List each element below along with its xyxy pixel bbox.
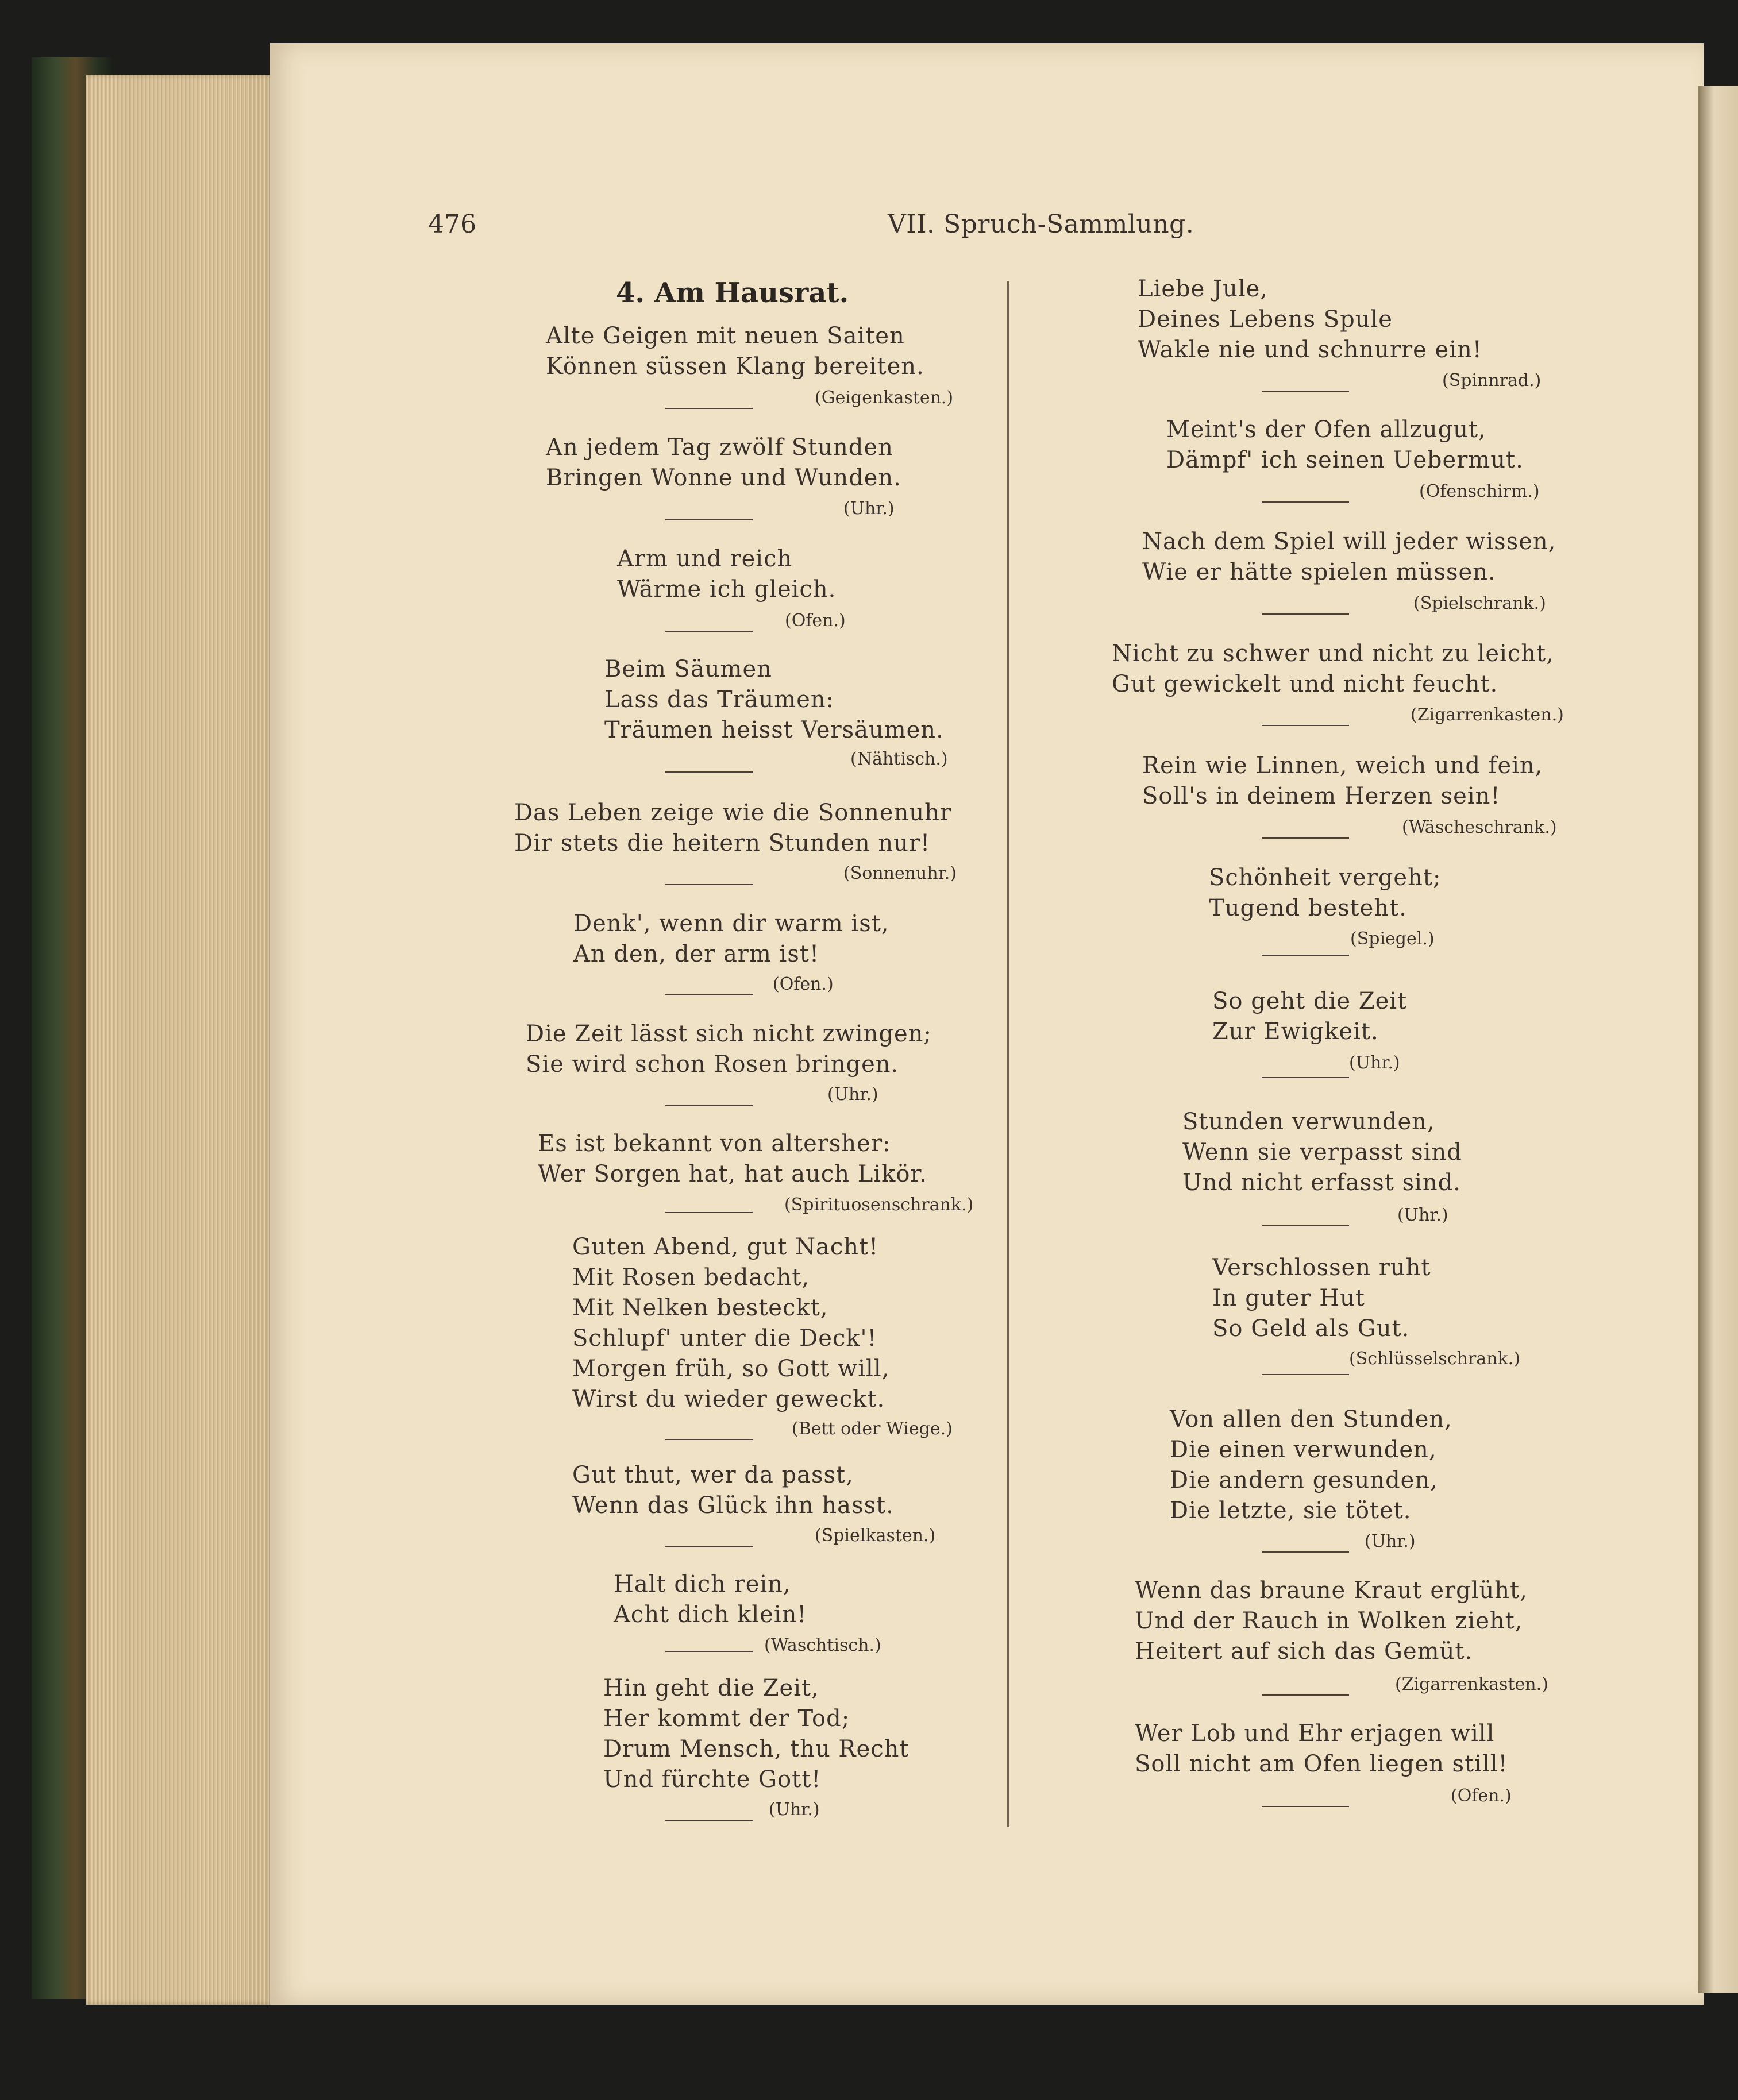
left-verse-line: Alte Geigen mit neuen Saiten <box>546 323 905 349</box>
right-verse-line: Soll nicht am Ofen liegen still! <box>1135 1751 1508 1777</box>
right-verse-line: Heitert auf sich das Gemüt. <box>1135 1638 1473 1665</box>
left-answer-rule <box>665 1212 753 1213</box>
left-verse-line: Die Zeit lässt sich nicht zwingen; <box>526 1021 932 1047</box>
right-answer-rule <box>1262 725 1349 726</box>
left-verse-line: Das Leben zeige wie die Sonnenuhr <box>514 800 951 826</box>
book-page <box>270 43 1704 2005</box>
section-title: 4. Am Hausrat. <box>616 277 849 309</box>
right-answer-rule <box>1262 1077 1349 1078</box>
left-verse-line: Denk', wenn dir warm ist, <box>573 910 889 937</box>
right-answer: (Uhr.) <box>1349 1053 1400 1073</box>
left-verse-line: Wenn das Glück ihn hasst. <box>572 1492 894 1519</box>
left-verse-line: Sie wird schon Rosen bringen. <box>526 1051 899 1078</box>
right-verse-line: Gut gewickelt und nicht feucht. <box>1112 671 1498 697</box>
left-verse-line: Her kommt der Tod; <box>603 1705 850 1732</box>
right-verse-line: So Geld als Gut. <box>1212 1315 1410 1342</box>
left-verse-line: Schlupf' unter die Deck'! <box>572 1325 877 1352</box>
left-verse-line: Gut thut, wer da passt, <box>572 1462 854 1488</box>
right-answer: (Spinnrad.) <box>1442 370 1542 391</box>
left-verse-line: Können süssen Klang bereiten. <box>546 353 924 380</box>
right-answer-rule <box>1262 955 1349 956</box>
right-verse-line: Wer Lob und Ehr erjagen will <box>1135 1720 1495 1747</box>
right-verse-line: Von allen den Stunden, <box>1170 1406 1452 1433</box>
left-answer-rule <box>665 1105 753 1106</box>
left-verse-line: Drum Mensch, thu Recht <box>603 1736 910 1762</box>
right-verse-line: In guter Hut <box>1212 1285 1365 1311</box>
left-verse-line: Hin geht die Zeit, <box>603 1675 819 1701</box>
left-verse-line: An den, der arm ist! <box>573 941 820 967</box>
right-verse-line: Wakle nie und schnurre ein! <box>1138 337 1482 363</box>
left-verse-line: An jedem Tag zwölf Stunden <box>546 434 893 461</box>
left-answer: (Waschtisch.) <box>764 1635 881 1655</box>
right-answer: (Wäscheschrank.) <box>1402 817 1557 837</box>
right-answer-rule <box>1262 1374 1349 1375</box>
left-verse-line: Morgen früh, so Gott will, <box>572 1356 890 1382</box>
left-answer-rule <box>665 994 753 995</box>
left-answer: (Sonnenuhr.) <box>843 863 957 883</box>
page-number: 476 <box>428 210 476 239</box>
right-verse-line: Wie er hätte spielen müssen. <box>1142 559 1496 585</box>
right-answer-rule <box>1262 501 1349 503</box>
right-verse-line: Meint's der Ofen allzugut, <box>1166 416 1486 443</box>
left-verse-line: Es ist bekannt von altersher: <box>538 1130 891 1157</box>
right-verse-line: So geht die Zeit <box>1212 988 1408 1014</box>
facing-page-edge <box>1698 86 1738 1993</box>
right-answer-rule <box>1262 1225 1349 1226</box>
right-answer-rule <box>1262 1806 1349 1807</box>
right-answer-rule <box>1262 1551 1349 1553</box>
right-verse-line: Verschlossen ruht <box>1212 1254 1431 1281</box>
right-answer: (Ofen.) <box>1451 1786 1512 1806</box>
right-verse-line: Zur Ewigkeit. <box>1212 1018 1379 1045</box>
right-answer: (Schlüsselschrank.) <box>1349 1349 1520 1369</box>
running-title: VII. Spruch-Sammlung. <box>888 210 1194 239</box>
left-verse-line: Mit Rosen bedacht, <box>572 1264 810 1291</box>
left-answer-rule <box>665 408 753 409</box>
right-verse-line: Liebe Jule, <box>1138 276 1268 302</box>
right-verse-line: Nicht zu schwer und nicht zu leicht, <box>1112 640 1554 667</box>
right-verse-line: Deines Lebens Spule <box>1138 306 1393 333</box>
right-verse-line: Die einen verwunden, <box>1170 1437 1437 1463</box>
right-verse-line: Nach dem Spiel will jeder wissen, <box>1142 528 1556 555</box>
column-divider <box>1007 281 1009 1827</box>
right-answer: (Zigarrenkasten.) <box>1395 1674 1548 1694</box>
left-answer: (Uhr.) <box>843 499 895 519</box>
left-verse-line: Wärme ich gleich. <box>617 576 837 603</box>
left-verse-line: Dir stets die heitern Stunden nur! <box>514 830 931 856</box>
right-verse-line: Rein wie Linnen, weich und fein, <box>1142 752 1543 779</box>
left-verse-line: Acht dich klein! <box>614 1601 807 1628</box>
left-answer-rule <box>665 631 753 632</box>
right-verse-line: Und nicht erfasst sind. <box>1182 1169 1461 1196</box>
right-answer: (Ofenschirm.) <box>1419 481 1540 501</box>
left-answer: (Geigenkasten.) <box>815 388 954 408</box>
right-answer-rule <box>1262 613 1349 615</box>
left-verse-line: Wirst du wieder geweckt. <box>572 1386 885 1412</box>
left-answer: (Ofen.) <box>785 611 846 631</box>
right-answer: (Spiegel.) <box>1350 929 1435 949</box>
left-verse-line: Arm und reich <box>617 546 793 572</box>
left-verse-line: Bringen Wonne und Wunden. <box>546 465 901 491</box>
right-answer: (Zigarrenkasten.) <box>1411 705 1564 725</box>
left-answer: (Ofen.) <box>773 974 834 994</box>
right-answer: (Uhr.) <box>1397 1205 1448 1225</box>
right-verse-line: Wenn sie verpasst sind <box>1182 1139 1462 1165</box>
left-verse-line: Lass das Träumen: <box>604 686 835 713</box>
page-edges <box>86 75 276 2005</box>
left-answer-rule <box>665 519 753 520</box>
right-answer: (Uhr.) <box>1365 1531 1416 1551</box>
right-verse-line: Wenn das braune Kraut erglüht, <box>1135 1577 1528 1604</box>
left-answer: (Bett oder Wiege.) <box>792 1419 953 1439</box>
right-verse-line: Die letzte, sie tötet. <box>1170 1497 1412 1524</box>
right-verse-line: Schönheit vergeht; <box>1209 864 1442 891</box>
left-answer-rule <box>665 771 753 773</box>
left-answer-rule <box>665 1546 753 1547</box>
right-verse-line: Tugend besteht. <box>1209 895 1407 921</box>
left-answer: (Uhr.) <box>769 1800 820 1820</box>
left-answer-rule <box>665 884 753 885</box>
left-answer-rule <box>665 1651 753 1652</box>
left-answer: (Uhr.) <box>827 1084 878 1105</box>
right-verse-line: Stunden verwunden, <box>1182 1109 1435 1135</box>
left-verse-line: Halt dich rein, <box>614 1571 791 1597</box>
right-verse-line: Soll's in deinem Herzen sein! <box>1142 783 1501 809</box>
left-answer-rule <box>665 1439 753 1440</box>
left-verse-line: Wer Sorgen hat, hat auch Likör. <box>538 1161 927 1187</box>
right-answer-rule <box>1262 837 1349 839</box>
right-verse-line: Und der Rauch in Wolken zieht, <box>1135 1608 1523 1634</box>
left-verse-line: Mit Nelken besteckt, <box>572 1295 828 1321</box>
left-verse-line: Beim Säumen <box>604 656 772 682</box>
right-verse-line: Dämpf' ich seinen Uebermut. <box>1166 447 1524 473</box>
left-verse-line: Guten Abend, gut Nacht! <box>572 1234 879 1260</box>
left-verse-line: Und fürchte Gott! <box>603 1766 822 1793</box>
right-answer-rule <box>1262 391 1349 392</box>
left-answer: (Spielkasten.) <box>815 1526 936 1546</box>
left-answer: (Nähtisch.) <box>850 749 948 769</box>
right-answer-rule <box>1262 1694 1349 1696</box>
left-answer: (Spirituosenschrank.) <box>784 1195 974 1215</box>
left-answer-rule <box>665 1820 753 1821</box>
right-verse-line: Die andern gesunden, <box>1170 1467 1438 1493</box>
left-verse-line: Träumen heisst Versäumen. <box>604 717 944 743</box>
right-answer: (Spielschrank.) <box>1413 593 1546 613</box>
